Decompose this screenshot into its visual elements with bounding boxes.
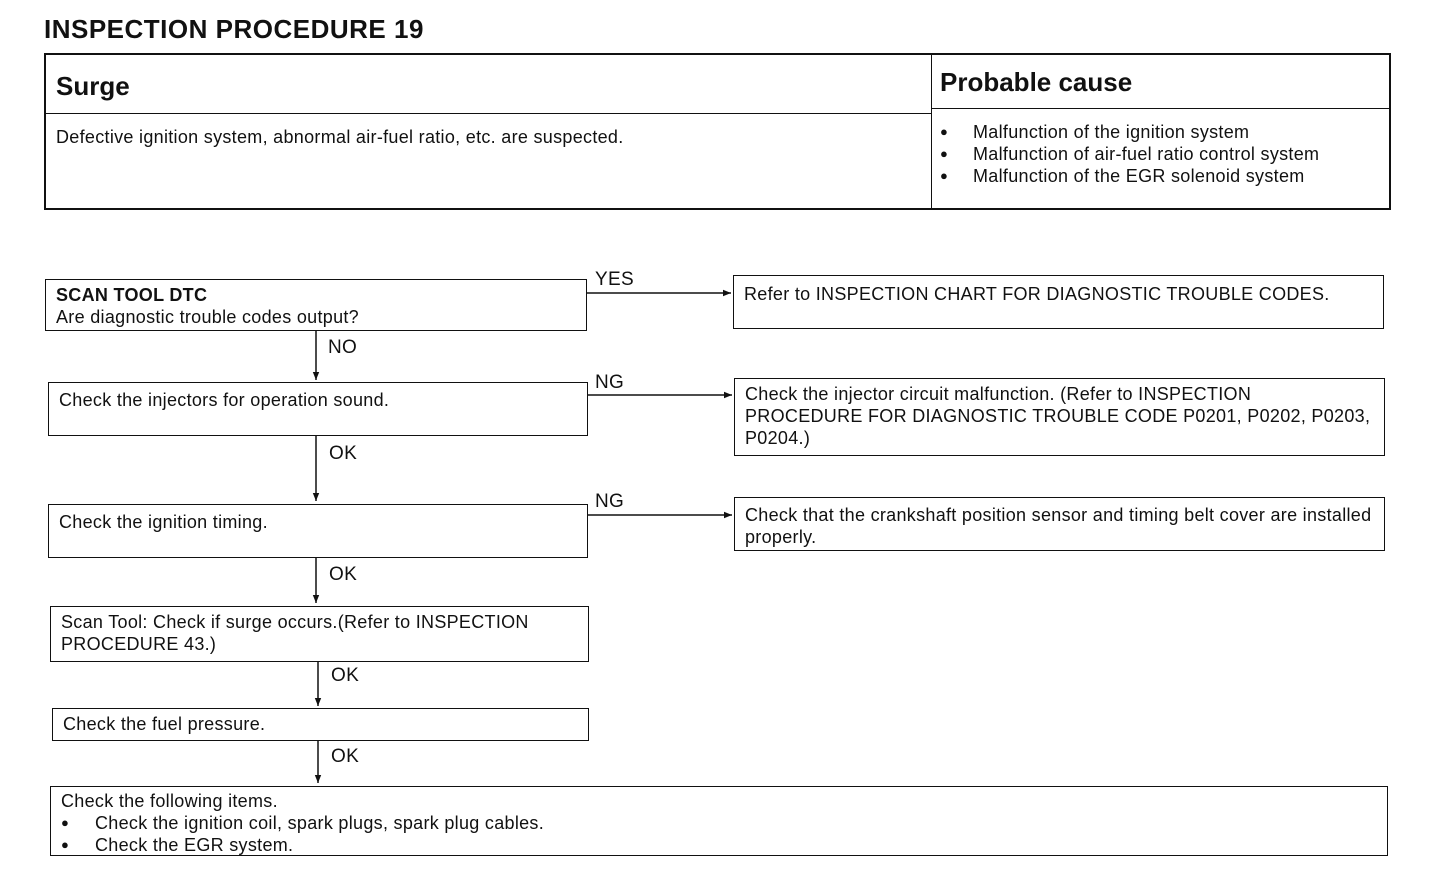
symptom-header: Surge xyxy=(56,71,130,101)
step-check-fuel-pressure: Check the fuel pressure. xyxy=(52,708,589,741)
step1-question: Are diagnostic trouble codes output? xyxy=(56,307,359,327)
step1-title: SCAN TOOL DTC xyxy=(56,285,208,305)
result-crankshaft-sensor: Check that the crankshaft position sensor and timing belt cover are installed properly. xyxy=(734,497,1385,551)
label-ok: OK xyxy=(329,443,358,464)
step-check-injectors: Check the injectors for operation sound. xyxy=(48,382,588,436)
check-item: ● Check the EGR system. xyxy=(61,834,1377,856)
cause-item: ● Malfunction of the EGR solenoid system xyxy=(940,165,1319,187)
symptom-description: Defective ignition system, abnormal air-fuel ratio, etc. are suspected. xyxy=(56,127,624,147)
label-ng: NG xyxy=(595,372,625,393)
step6-title: Check the following items. xyxy=(61,791,278,811)
cause-item: ● Malfunction of air-fuel ratio control system xyxy=(940,143,1319,165)
step-scan-tool-surge: Scan Tool: Check if surge occurs.(Refer to INSPECTION PROCEDURE 43.) xyxy=(50,606,589,662)
label-ok: OK xyxy=(331,665,360,686)
label-ok: OK xyxy=(329,564,358,585)
check-item: ● Check the ignition coil, spark plugs, spark plug cables. xyxy=(61,812,1377,834)
label-yes: YES xyxy=(595,269,634,290)
step-check-ignition-timing: Check the ignition timing. xyxy=(48,504,588,558)
result-refer-dtc-chart: Refer to INSPECTION CHART FOR DIAGNOSTIC TROUBLE CODES. xyxy=(733,275,1384,329)
check-items-list xyxy=(61,812,1377,856)
page-title: INSPECTION PROCEDURE 19 xyxy=(44,14,424,44)
cause-item: ● Malfunction of the ignition system xyxy=(940,121,1319,143)
label-ok: OK xyxy=(331,746,360,767)
label-ng: NG xyxy=(595,491,625,512)
step-check-following-items xyxy=(50,786,1388,856)
probable-cause-header: Probable cause xyxy=(940,67,1133,97)
step-scan-tool-dtc xyxy=(45,279,587,331)
result-injector-circuit: Check the injector circuit malfunction. (Refer to INSPECTION PROCEDURE FOR DIAGNOSTIC TROUBLE CODE P0201, P0202, P0203, P0204.) xyxy=(734,378,1385,456)
label-no: NO xyxy=(328,337,358,358)
